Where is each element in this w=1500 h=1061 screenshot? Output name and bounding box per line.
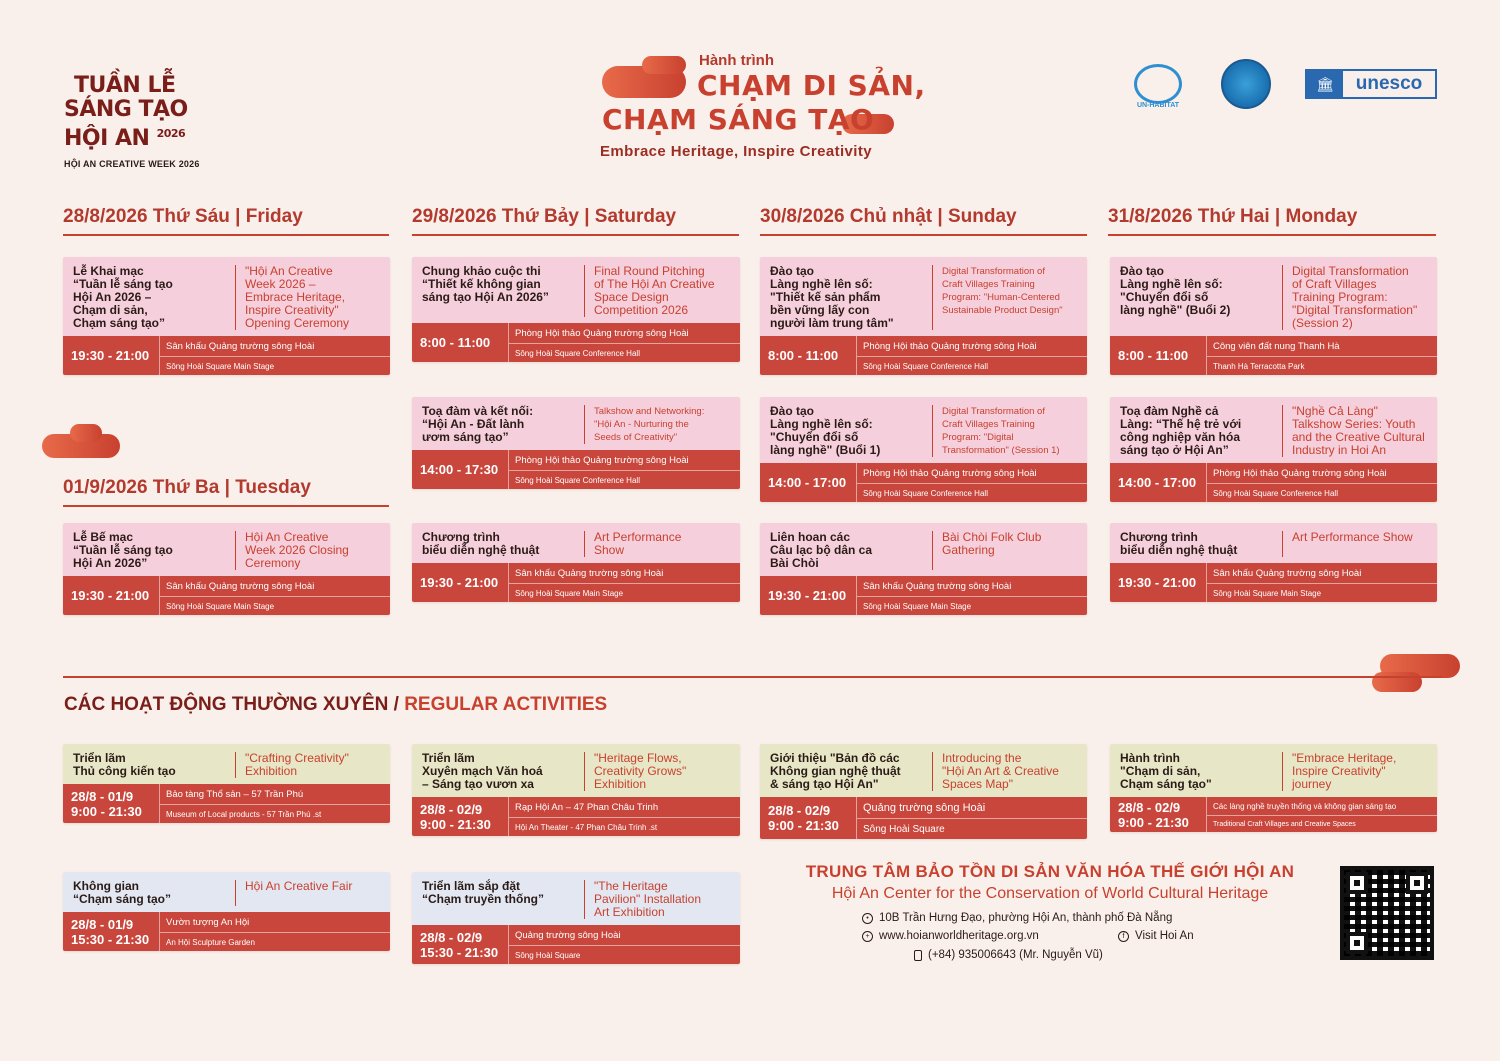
danang-emblem-icon xyxy=(1221,59,1271,109)
unesco-temple-icon: 🏛 xyxy=(1307,71,1343,97)
phone-icon xyxy=(914,950,922,961)
event-card[interactable] xyxy=(1110,257,1437,375)
card-schedule-band xyxy=(412,797,740,836)
card-location-vi: Quảng trường sông Hoài xyxy=(509,925,740,946)
card-schedule-band xyxy=(1110,797,1437,832)
card-title-en: Introducing the "Hội An Art & Creative Spaces Map" xyxy=(932,752,1079,791)
regular-title-vi: CÁC HOẠT ĐỘNG THƯỜNG XUYÊN / xyxy=(64,694,405,715)
card-schedule-band xyxy=(760,576,1087,615)
card-schedule-band xyxy=(412,563,740,602)
logo-line3-text: HỘI AN xyxy=(64,126,150,151)
event-card[interactable] xyxy=(412,397,740,489)
card-title-en: Art Performance Show xyxy=(584,531,732,557)
facebook-icon: f xyxy=(1118,931,1129,942)
event-card[interactable] xyxy=(1110,523,1437,602)
card-time: 19:30 - 21:00 xyxy=(1118,575,1197,590)
card-title-en: Bài Chòi Folk Club Gathering xyxy=(932,531,1079,570)
regular-activity-card[interactable] xyxy=(63,744,390,823)
card-schedule-band xyxy=(1110,563,1437,602)
card-titles xyxy=(412,744,740,797)
card-locations xyxy=(1206,563,1437,602)
card-title-en: "Heritage Flows, Creativity Grows" Exhibition xyxy=(584,752,732,791)
card-location-en: Sông Hoài Square Main Stage xyxy=(515,589,624,598)
card-title-vi: Đào tạo Làng nghề lên số: "Thiết kế sản phẩm bền vững lấy con người làm trung tâm" xyxy=(770,264,894,330)
card-locations xyxy=(508,925,740,964)
card-title-en: "Hội An Creative Week 2026 – Embrace Heritage, Inspire Creativity" Opening Ceremony xyxy=(235,265,382,330)
card-location-en: Sông Hoài Square Conference Hall xyxy=(515,476,640,485)
card-time: 14:00 - 17:00 xyxy=(1118,475,1197,490)
regular-activity-card[interactable] xyxy=(412,744,740,836)
regular-activity-card[interactable] xyxy=(63,872,390,951)
card-schedule-band xyxy=(412,323,740,362)
card-location-vi: Công viên đất nung Thanh Hà xyxy=(1207,336,1437,357)
card-schedule-band xyxy=(760,463,1087,502)
title-subtitle: Embrace Heritage, Inspire Creativity xyxy=(600,143,873,160)
card-title-en: "Nghề Cả Làng" Talkshow Series: Youth and the Creative Cultural Industry in Hoi An xyxy=(1282,405,1429,457)
card-title-en: Digital Transformation of Craft Villages Training Program: "Human-Centered Sustainable Product Design" xyxy=(932,265,1079,330)
card-schedule-band xyxy=(412,450,740,489)
card-location-vi: Phòng Hội thảo Quảng trường sông Hoài xyxy=(509,323,740,344)
card-location-en: Thanh Hà Terracotta Park xyxy=(1213,362,1305,371)
phone-text: (+84) 935006643 (Mr. Nguyễn Vũ) xyxy=(928,949,1103,961)
card-title-en: Art Performance Show xyxy=(1282,531,1429,557)
card-locations xyxy=(1206,463,1437,502)
card-location-en: Sông Hoài Square Main Stage xyxy=(1213,589,1322,598)
regular-activity-card[interactable] xyxy=(1110,744,1437,832)
card-title-en: Final Round Pitching of The Hội An Creative Space Design Competition 2026 xyxy=(584,265,732,317)
card-location-vi: Phòng Hội thảo Quảng trường sông Hoài xyxy=(857,463,1087,484)
card-schedule-band xyxy=(1110,463,1437,502)
swirl-decoration-icon xyxy=(70,424,102,442)
card-locations xyxy=(856,797,1087,839)
regular-title-en: REGULAR ACTIVITIES xyxy=(404,694,608,715)
un-habitat-label: UN-HABITAT xyxy=(1136,102,1180,109)
unesco-logo xyxy=(1305,69,1437,99)
card-schedule-band xyxy=(760,797,1087,839)
card-time xyxy=(412,797,508,836)
card-time: 19:30 - 21:00 xyxy=(71,588,150,603)
card-date: 28/8 - 01/9 xyxy=(71,788,134,804)
regular-activity-card[interactable] xyxy=(412,872,740,964)
facebook-link[interactable]: Visit Hoi An xyxy=(1135,930,1194,942)
creative-week-logo xyxy=(64,74,214,169)
event-card[interactable] xyxy=(760,523,1087,615)
card-title-vi: Triển lãm Thủ công kiến tạo xyxy=(73,751,176,778)
card-titles xyxy=(412,523,740,563)
card-location-vi: Quảng trường sông Hoài xyxy=(857,797,1087,819)
event-card[interactable] xyxy=(63,257,390,375)
card-time: 8:00 - 11:00 xyxy=(1118,348,1189,363)
card-time: 19:30 - 21:00 xyxy=(71,348,150,363)
card-titles xyxy=(412,257,740,323)
card-title-en: Digital Transformation of Craft Villages Training Program: "Digital Transformation" (Session 2) xyxy=(1282,265,1429,330)
card-hours: 15:30 - 21:30 xyxy=(420,944,499,960)
card-time: 19:30 - 21:00 xyxy=(768,588,847,603)
card-locations xyxy=(1206,797,1437,832)
event-card[interactable] xyxy=(1110,397,1437,502)
day-heading-friday: 28/8/2026 Thứ Sáu | Friday xyxy=(63,206,389,236)
card-title-vi: Liên hoan các Câu lạc bộ dân ca Bài Chòi xyxy=(770,530,873,570)
card-title-en: Talkshow and Networking: "Hội An - Nurturing the Seeds of Creativity" xyxy=(584,405,732,444)
card-title-vi: Triển lãm Xuyên mạch Văn hoá – Sáng tạo vươn xa xyxy=(422,751,543,791)
card-locations xyxy=(159,576,390,615)
card-location-en: Sông Hoài Square Conference Hall xyxy=(515,349,640,358)
website-line[interactable] xyxy=(862,930,1039,942)
card-location-vi: Bảo tàng Thổ sản – 57 Trần Phú xyxy=(160,784,390,805)
card-time: 14:00 - 17:00 xyxy=(768,475,847,490)
logo-year: 2026 xyxy=(156,127,186,140)
card-time xyxy=(412,925,508,964)
card-schedule-band xyxy=(412,925,740,964)
card-locations xyxy=(856,336,1087,375)
card-titles xyxy=(63,744,390,784)
card-location-vi: Các làng nghề truyền thống và không gian sáng tạo xyxy=(1207,797,1437,816)
address-text: 10B Trần Hưng Đạo, phường Hội An, thành phố Đà Nẵng xyxy=(879,912,1173,924)
card-time: 8:00 - 11:00 xyxy=(420,335,491,350)
card-titles xyxy=(760,397,1087,463)
regular-activities-title xyxy=(64,694,607,716)
event-card[interactable] xyxy=(412,523,740,602)
card-titles xyxy=(760,523,1087,576)
day-heading-monday: 31/8/2026 Thứ Hai | Monday xyxy=(1108,206,1436,236)
card-title-vi: Lễ Khai mạc “Tuần lễ sáng tạo Hội An 2026 – Chạm di sản, Chạm sáng tạo” xyxy=(73,264,173,330)
card-titles xyxy=(1110,523,1437,563)
card-schedule-band xyxy=(1110,336,1437,375)
title-line1: CHẠM DI SẢN, xyxy=(697,69,926,102)
regular-activity-card[interactable] xyxy=(760,744,1087,839)
card-title-en: Digital Transformation of Craft Villages Training Program: "Digital Transformation" (Session 1) xyxy=(932,405,1079,457)
card-location-en: Sông Hoài Square Main Stage xyxy=(166,602,275,611)
day-heading-sunday: 30/8/2026 Chủ nhật | Sunday xyxy=(760,206,1087,236)
card-title-vi: Không gian “Chạm sáng tạo” xyxy=(73,879,172,906)
event-title-block xyxy=(600,52,930,160)
card-title-en: "The Heritage Pavilion" Installation Art Exhibition xyxy=(584,880,732,919)
card-title-vi: Lễ Bế mạc “Tuần lễ sáng tạo Hội An 2026” xyxy=(73,530,173,570)
card-titles xyxy=(412,397,740,450)
card-title-vi: Chương trình biểu diễn nghệ thuật xyxy=(422,530,540,557)
card-title-vi: Giới thiệu "Bản đồ các Không gian nghệ thuật & sáng tạo Hội An" xyxy=(770,751,901,791)
event-card[interactable] xyxy=(412,257,740,362)
card-location-vi: Sân khấu Quảng trường sông Hoài xyxy=(857,576,1087,597)
un-habitat-logo-icon xyxy=(1134,64,1182,104)
card-location-vi: Sân khấu Quảng trường sông Hoài xyxy=(160,576,390,597)
card-time: 14:00 - 17:30 xyxy=(420,462,499,477)
card-titles xyxy=(63,257,390,336)
card-time: 19:30 - 21:00 xyxy=(420,575,499,590)
card-date: 28/8 - 01/9 xyxy=(71,916,134,932)
card-location-en: Sông Hoài Square Conference Hall xyxy=(863,362,988,371)
card-title-en: Hội An Creative Week 2026 Closing Ceremony xyxy=(235,531,382,570)
globe-icon: + xyxy=(862,931,873,942)
card-location-en: Museum of Local products - 57 Trần Phú .st xyxy=(166,810,322,819)
phone-line xyxy=(914,949,1103,961)
card-location-vi: Sân khấu Quảng trường sông Hoài xyxy=(160,336,390,357)
card-locations xyxy=(1206,336,1437,375)
card-date: 28/8 - 02/9 xyxy=(1118,799,1181,815)
card-location-en: Traditional Craft Villages and Creative Spaces xyxy=(1213,821,1356,828)
card-time xyxy=(63,784,159,823)
card-location-en: Sông Hoài Square Conference Hall xyxy=(1213,489,1338,498)
card-titles xyxy=(63,523,390,576)
event-card[interactable] xyxy=(760,397,1087,502)
card-locations xyxy=(508,797,740,836)
logo-subtitle: HỘI AN CREATIVE WEEK 2026 xyxy=(64,159,200,169)
card-location-vi: Vườn tượng An Hội xyxy=(160,912,390,933)
card-title-vi: Toạ đàm Nghề cả Làng: “Thế hệ trẻ với công nghiệp văn hóa sáng tạo ở Hội An” xyxy=(1120,404,1242,457)
card-title-vi: Toạ đàm và kết nối: “Hội An - Đất lành ươm sáng tạo” xyxy=(422,404,534,444)
card-hours: 15:30 - 21:30 xyxy=(71,931,150,947)
card-location-en: Sông Hoài Square Conference Hall xyxy=(863,489,988,498)
card-location-vi: Phòng Hội thảo Quảng trường sông Hoài xyxy=(1207,463,1437,484)
card-locations xyxy=(508,323,740,362)
card-title-vi: Hành trình "Chạm di sản, Chạm sáng tạo" xyxy=(1120,751,1212,791)
day-heading-tuesday: 01/9/2026 Thứ Ba | Tuesday xyxy=(63,477,389,507)
logo-line2: SÁNG TẠO xyxy=(64,97,188,122)
card-schedule-band xyxy=(63,336,390,375)
card-titles xyxy=(1110,744,1437,797)
card-titles xyxy=(1110,397,1437,463)
card-location-en: An Hội Sculpture Garden xyxy=(166,938,255,947)
card-location-en: Hội An Theater - 47 Phan Châu Trinh .st xyxy=(515,823,658,832)
card-time xyxy=(63,912,159,951)
card-location-en: Sông Hoài Square Main Stage xyxy=(863,602,972,611)
card-schedule-band xyxy=(760,336,1087,375)
card-locations xyxy=(508,563,740,602)
card-locations xyxy=(856,576,1087,615)
card-location-vi: Sân khấu Quảng trường sông Hoài xyxy=(1207,563,1437,584)
card-date: 28/8 - 02/9 xyxy=(768,803,831,818)
card-locations xyxy=(508,450,740,489)
card-titles xyxy=(760,744,1087,797)
card-locations xyxy=(159,912,390,951)
card-schedule-band xyxy=(63,912,390,951)
card-location-vi: Phòng Hội thảo Quảng trường sông Hoài xyxy=(857,336,1087,357)
address-line xyxy=(862,912,1172,924)
card-hours: 9:00 - 21:30 xyxy=(768,818,839,833)
website-link[interactable]: www.hoianworldheritage.org.vn xyxy=(879,930,1039,942)
card-titles xyxy=(1110,257,1437,336)
card-titles xyxy=(412,872,740,925)
card-time xyxy=(760,797,856,839)
card-title-en: Hội An Creative Fair xyxy=(235,880,382,906)
swirl-decoration-icon xyxy=(1372,672,1422,692)
location-pin-icon: • xyxy=(862,913,873,924)
card-title-vi: Triển lãm sắp đặt “Chạm truyền thống” xyxy=(422,879,544,906)
card-title-en: "Crafting Creativity" Exhibition xyxy=(235,752,382,778)
event-card[interactable] xyxy=(760,257,1087,375)
card-location-vi: Phòng Hội thảo Quảng trường sông Hoài xyxy=(509,450,740,471)
card-hours: 9:00 - 21:30 xyxy=(420,816,491,832)
facebook-line[interactable] xyxy=(1118,930,1194,942)
card-schedule-band xyxy=(63,576,390,615)
card-locations xyxy=(856,463,1087,502)
card-title-vi: Chương trình biểu diễn nghệ thuật xyxy=(1120,530,1238,557)
card-title-vi: Đào tạo Làng nghề lên số: "Chuyển đổi số làng nghề" (Buổi 1) xyxy=(770,404,881,457)
card-location-vi: Sân khấu Quảng trường sông Hoài xyxy=(509,563,740,584)
card-location-en: Sông Hoài Square Main Stage xyxy=(166,362,275,371)
card-location-vi: Rạp Hội An – 47 Phan Châu Trinh xyxy=(509,797,740,818)
card-title-vi: Chung khảo cuộc thi “Thiết kế không gian sáng tạo Hội An 2026” xyxy=(422,264,549,304)
card-title-en: "Embrace Heritage, Inspire Creativity" journey xyxy=(1282,752,1429,791)
card-location-en: Sông Hoài Square xyxy=(863,824,945,835)
card-hours: 9:00 - 21:30 xyxy=(71,803,142,819)
card-time: 8:00 - 11:00 xyxy=(768,348,839,363)
card-hours: 9:00 - 21:30 xyxy=(1118,814,1189,830)
card-titles xyxy=(63,872,390,912)
card-titles xyxy=(760,257,1087,336)
organizer-name-vi: TRUNG TÂM BẢO TỒN DI SẢN VĂN HÓA THẾ GIỚI HỘI AN xyxy=(805,862,1295,881)
organizer-name-en: Hội An Center for the Conservation of World Cultural Heritage xyxy=(831,885,1269,902)
card-date: 28/8 - 02/9 xyxy=(420,929,483,945)
card-title-vi: Đào tạo Làng nghề lên số: "Chuyển đổi số làng nghề" (Buổi 2) xyxy=(1120,264,1231,317)
day-heading-saturday: 29/8/2026 Thứ Bảy | Saturday xyxy=(412,206,739,236)
logo-line3 xyxy=(64,122,214,151)
pre-title: Hành trình xyxy=(699,52,774,69)
unesco-label: unesco xyxy=(1355,73,1423,94)
title-line2: CHẠM SÁNG TẠO xyxy=(602,103,875,136)
card-schedule-band xyxy=(63,784,390,823)
qr-code-icon[interactable] xyxy=(1340,866,1434,960)
logo-line1: TUẦN LỄ xyxy=(74,73,176,98)
card-locations xyxy=(159,336,390,375)
card-locations xyxy=(159,784,390,823)
card-date: 28/8 - 02/9 xyxy=(420,801,483,817)
card-time xyxy=(1110,797,1206,832)
event-card[interactable] xyxy=(63,523,390,615)
section-divider xyxy=(63,676,1443,678)
card-location-en: Sông Hoài Square xyxy=(515,951,581,960)
